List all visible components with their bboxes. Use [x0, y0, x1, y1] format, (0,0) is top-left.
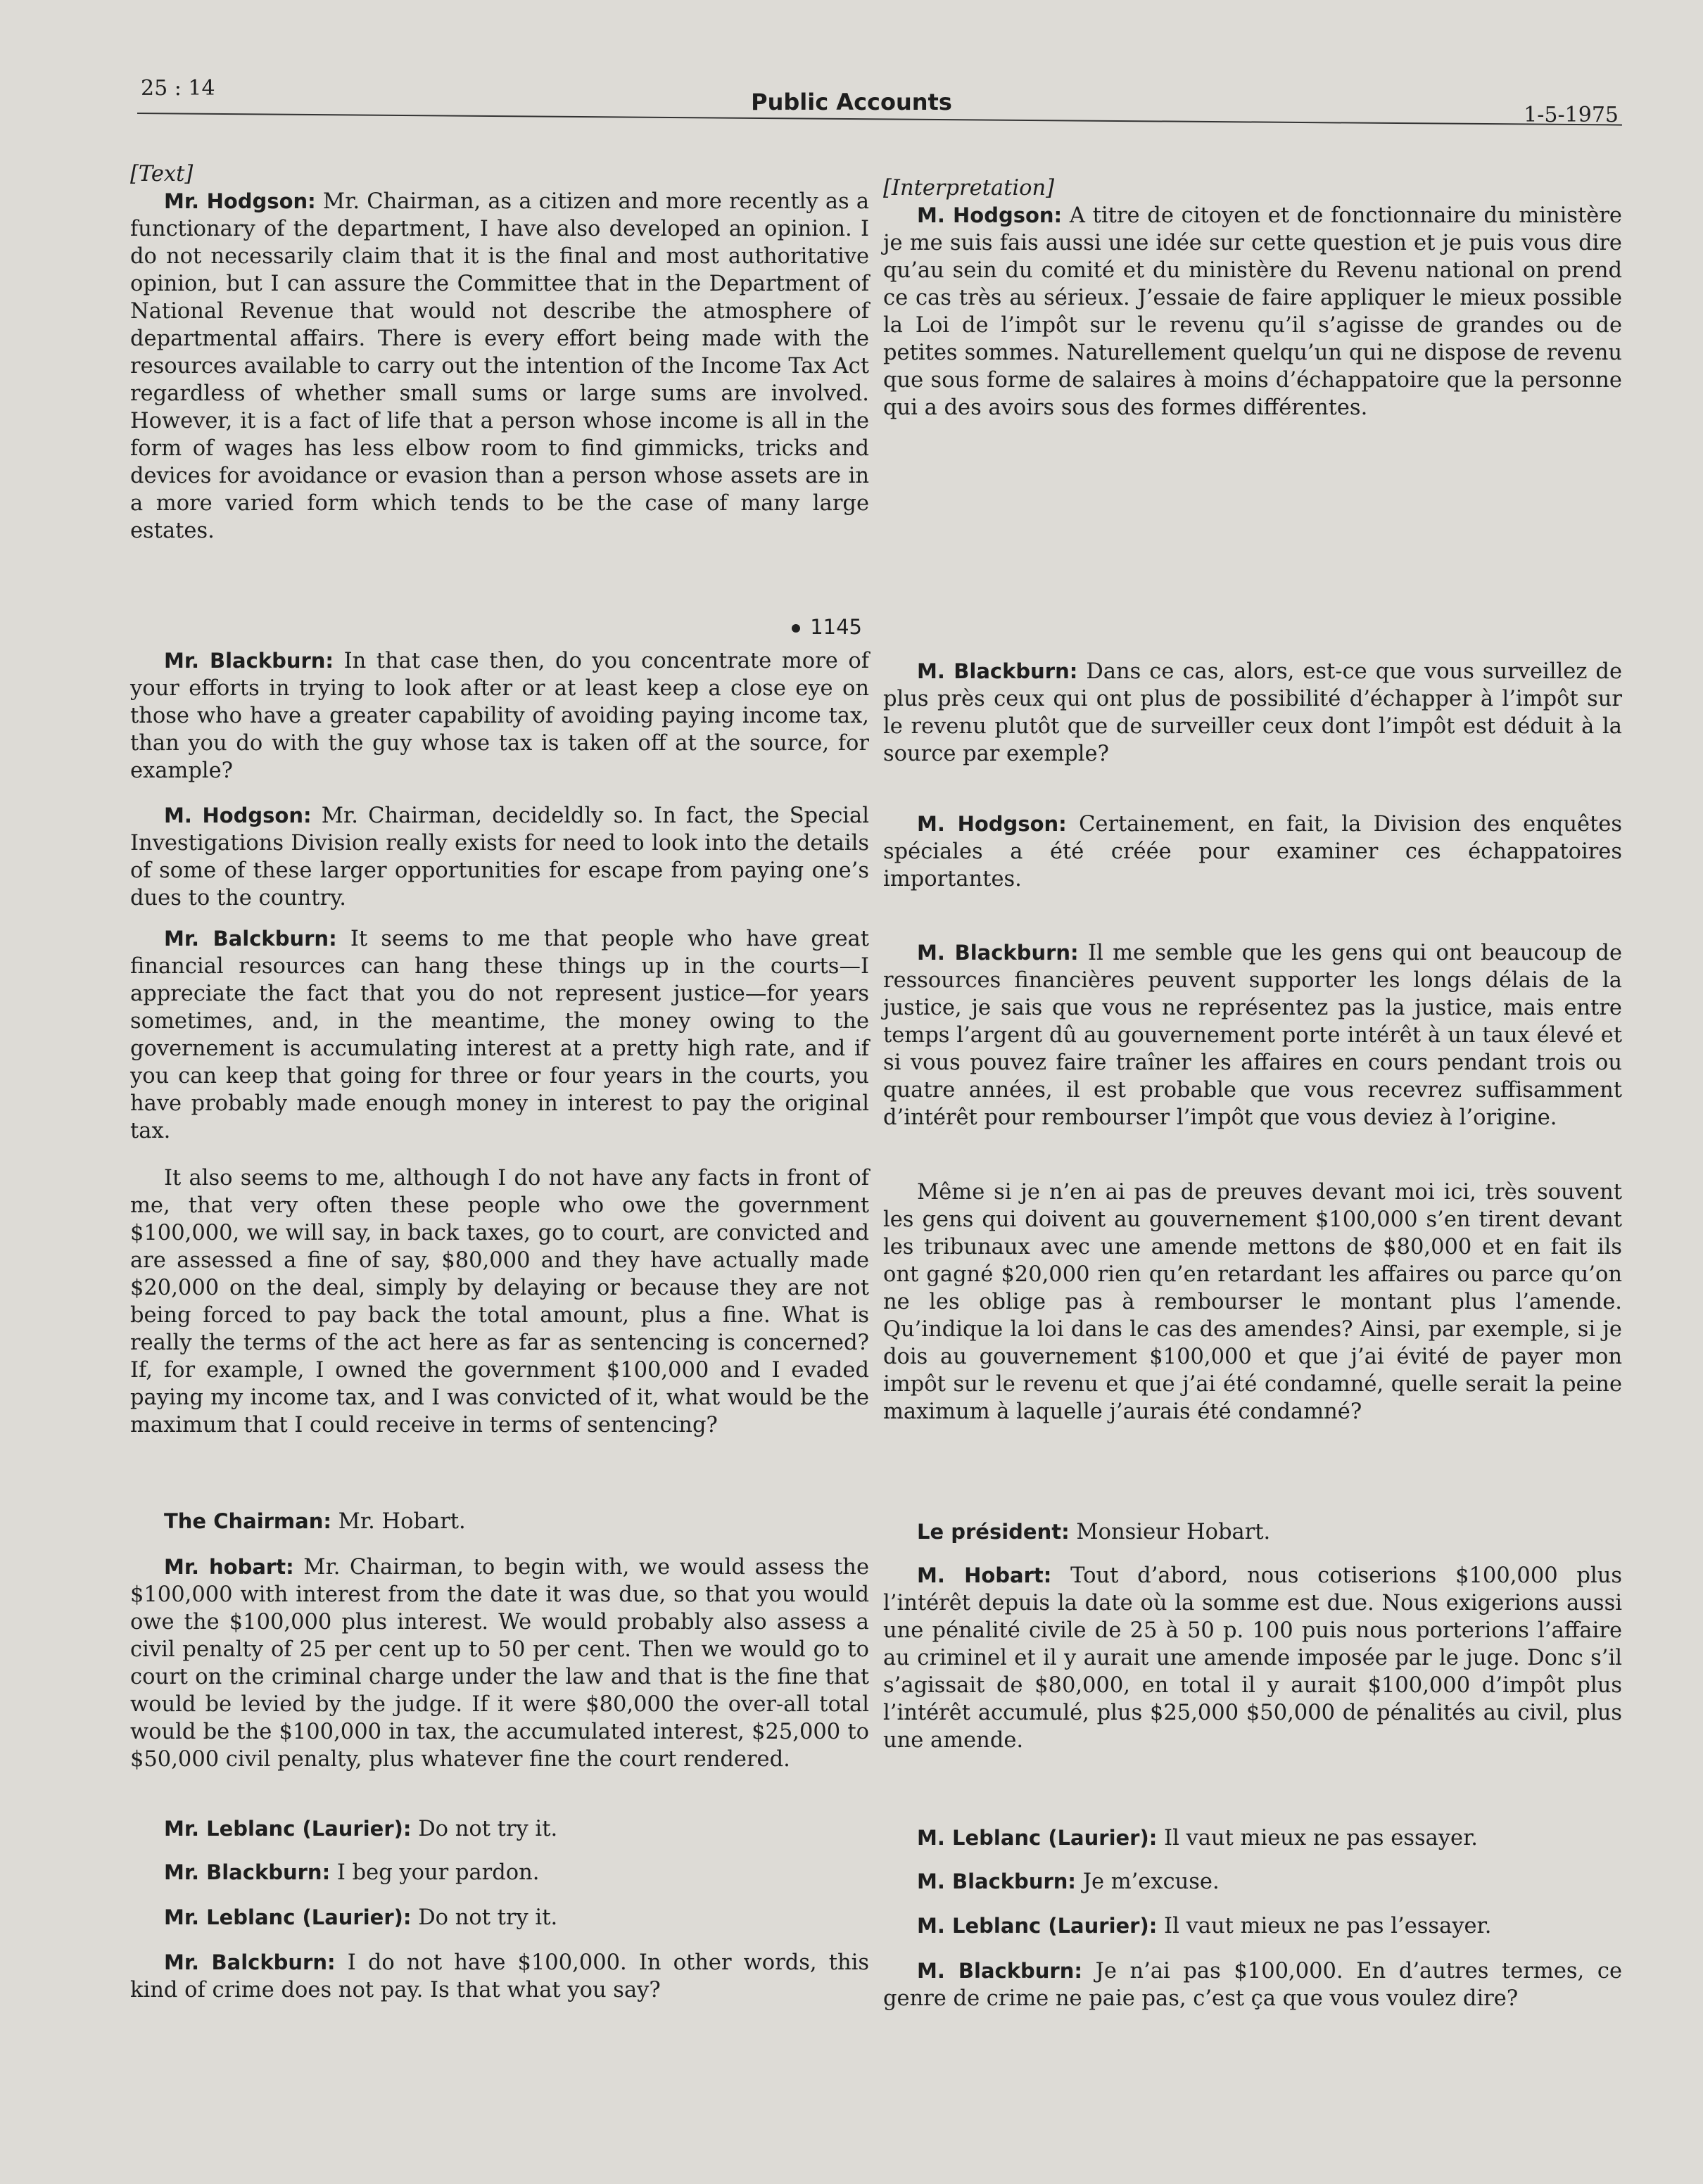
speaker-name: The Chairman: [164, 1509, 331, 1533]
english-paragraph [130, 925, 869, 1145]
french-block-2 [883, 658, 1622, 768]
english-paragraph [130, 1815, 869, 1843]
bullet-icon [792, 624, 800, 633]
speech-text: In that case then, do you concentrate more of your efforts in trying to look after or at least keep a close eye on those who have a greater capability of avoiding paying income tax, than you do with the guy whose tax is taken off at the source, for example? [130, 649, 869, 783]
speech-text: Dans ce cas, alors, est-ce que vous surveillez de plus près ceux qui ont plus de possibilité d’échapper à l’impôt sur le revenu plutôt que de surveiller ceux dont l’impôt est déduit à la source par exemple? [883, 659, 1622, 766]
time-stamp [130, 614, 869, 641]
speech-text: Do not try it. [418, 1905, 558, 1930]
french-block-4 [883, 939, 1622, 1131]
speaker-name: M. Leblanc (Laurier): [917, 1914, 1158, 1938]
speech-text: Tout d’abord, nous cotiserions $100,000 plus l’intérêt depuis la date où la somme est due. Nous exigerions aussi une pénalité civile de 25 à 50 p. 100 puis nous porterions l’affaire au criminel et il y aurait une amende imposée par le juge. Donc s’il s’agissait de $80,000, en total il y aurait $100,000 d’impôt plus l’intérêt accumulé, plus $25,000 $50,000 de pénalités au civil, plus une amende. [883, 1563, 1622, 1753]
english-paragraph [130, 1949, 869, 2004]
english-paragraph [130, 647, 869, 785]
time-stamp-value: 1145 [810, 615, 862, 639]
english-block-5 [130, 1164, 869, 1439]
french-block-6 [883, 1518, 1622, 1546]
page-number: 25 : 14 [141, 76, 215, 101]
english-tag: [Text] [130, 162, 194, 186]
speaker-name: Mr. Blackburn: [164, 649, 334, 673]
speech-text: I do not have $100,000. In other words, this kind of crime does not pay. Is that what you say? [130, 1950, 869, 2002]
publication-title: Public Accounts [751, 89, 952, 115]
speech-text: Il vaut mieux ne pas l’essayer. [1164, 1914, 1492, 1938]
french-block-3 [883, 811, 1622, 893]
speaker-name: Mr. Leblanc (Laurier): [164, 1817, 412, 1841]
french-block-8 [883, 1824, 1622, 1852]
english-paragraph [130, 1904, 869, 1931]
speaker-name: M. Blackburn: [917, 941, 1079, 965]
speech-text: Monsieur Hobart. [1076, 1520, 1271, 1544]
english-block-7 [130, 1554, 869, 1773]
french-paragraph [883, 1957, 1622, 2012]
speech-text: Do not try it. [418, 1817, 558, 1841]
speaker-name: Mr. Leblanc (Laurier): [164, 1905, 412, 1929]
french-paragraph [883, 939, 1622, 1131]
speech-text: It seems to me that people who have great financial resources can hang these things up in the courts—I appreciate the fact that you do not represent justice—for years sometimes, and, in the meantime, the money owing to the governement is accumulating interest at a pretty high rate, and if you can keep that going for three or four years in the courts, you have probably made enough money in interest to pay the original tax. [130, 927, 869, 1143]
speech-text: Il me semble que les gens qui ont beaucoup de ressources financières peuvent supporter les longs délais de la justice, je sais que vous ne représentez pas la justice, mais entre temps l’argent dû au gouvernement porte intérêt à un taux élevé et si vous pouvez faire traîner les affaires en cours pendant trois ou quatre années, il est probable que vous recevrez suffisamment d’intérêt pour rembourser l’impôt que vous deviez à l’origine. [883, 941, 1623, 1130]
french-paragraph [883, 1824, 1622, 1852]
french-block-9 [883, 1868, 1622, 1896]
time-stamp-block [130, 614, 869, 641]
french-block-7 [883, 1562, 1622, 1754]
english-block-1 [130, 160, 869, 545]
english-paragraph [130, 1508, 869, 1535]
french-paragraph [883, 1912, 1622, 1940]
speech-text: A titre de citoyen et de fonctionnaire du ministère je me suis fais aussi une idée sur cette question et je puis vous dire qu’au sein du comité et du ministère du Revenu national on prend ce cas très au sérieux. J’essaie de faire appliquer le mieux possible la Loi de l’impôt sur le revenu qu’il s’agisse de grandes ou de petites sommes. Naturellement quelqu’un qui ne dispose de revenu que sous forme de salaires à moins d’échappatoire que la personne qui a des avoirs sous des formes différentes. [883, 203, 1622, 420]
speaker-name: M. Leblanc (Laurier): [917, 1826, 1158, 1850]
speaker-name: Mr. Balckburn: [164, 1950, 336, 1974]
english-block-8 [130, 1815, 869, 1843]
french-paragraph [883, 1868, 1622, 1896]
english-block-2 [130, 647, 869, 785]
english-paragraph: It also seems to me, although I do not have any facts in front of me, that very often these people who owe the government $100,000, we will say, in back taxes, go to court, are convicted and are assessed a fine of say, $80,000 and they have actually made $20,000 on the deal, simply by delaying or because they are not being forced to pay back the total amount, plus a fine. What is really the terms of the act here as far as sentencing is concerned? If, for example, I owned the government $100,000 and I evaded paying my income tax, and I was convicted of it, what would be the maximum that I could receive in terms of sentencing? [130, 1166, 869, 1437]
french-block-1 [883, 174, 1622, 421]
english-block-10 [130, 1904, 869, 1931]
english-paragraph [130, 1859, 869, 1886]
english-block-6 [130, 1508, 869, 1535]
french-paragraph [883, 1518, 1622, 1546]
speaker-name: M. Hodgson: [917, 812, 1067, 836]
speaker-name: M. Hobart: [917, 1563, 1052, 1587]
english-block-11 [130, 1949, 869, 2004]
english-paragraph [130, 1554, 869, 1773]
speaker-name: Mr. Blackburn: [164, 1860, 331, 1884]
english-block-4 [130, 925, 869, 1145]
english-paragraph [130, 802, 869, 912]
english-block-9 [130, 1859, 869, 1886]
speaker-name: Mr. Balckburn: [164, 927, 337, 951]
speaker-name: M. Blackburn: [917, 659, 1078, 683]
speaker-name: M. Hodgson: [164, 804, 312, 827]
speech-text: Certainement, en fait, la Division des enquêtes spéciales a été créée pour examiner ces échappatoires importantes. [883, 812, 1622, 891]
french-paragraph [883, 658, 1622, 768]
speaker-name: M. Blackburn: [917, 1869, 1077, 1893]
speech-text: Mr. Chairman, to begin with, we would assess the $100,000 with interest from the date it was due, so that you would owe the $100,000 plus interest. We would probably also assess a civil penalty of 25 per cent up to 50 per cent. Then we would go to court on the criminal charge under the law and that is the fine that would be levied by the judge. If it were $80,000 the over-all total would be the $100,000 in tax, the accumulated interest, $25,000 to $50,000 civil penalty, plus whatever fine the court rendered. [130, 1555, 870, 1772]
french-block-5 [883, 1179, 1622, 1426]
french-paragraph [883, 202, 1622, 421]
speaker-name: M. Blackburn: [917, 1959, 1082, 1983]
speaker-name: Mr. Hodgson: [164, 189, 316, 213]
french-paragraph [883, 1562, 1622, 1754]
speaker-name: Mr. hobart: [164, 1555, 294, 1579]
french-paragraph [883, 811, 1622, 893]
speech-text: Je n’ai pas $100,000. En d’autres termes, ce genre de crime ne paie pas, c’est ça que vous voulez dire? [883, 1959, 1622, 2011]
speaker-name: M. Hodgson: [917, 203, 1063, 227]
speaker-name: Le président: [917, 1520, 1070, 1544]
issue-date: 1-5-1975 [1524, 103, 1619, 127]
speech-text: Je m’excuse. [1082, 1869, 1220, 1894]
english-block-3 [130, 802, 869, 912]
page-header [0, 0, 1703, 127]
french-paragraph: Même si je n’en ai pas de preuves devant moi ici, très souvent les gens qui doivent au gouvernement $100,000 s’en tirent devant les tribunaux avec une amende mettons de $80,000 et en fait ils ont gagné $20,000 rien qu’en retardant les affaires ou parce qu’on ne les oblige pas à rembourser le montant plus l’amende. Qu’indique la loi dans le cas des amendes? Ainsi, par exemple, si je dois au gouvernement $100,000 et que j’ai évité de payer mon impôt sur le revenu et que j’ai été condamné, quelle serait la peine maximum à laquelle j’aurais été condamné? [883, 1180, 1622, 1424]
speech-text: I beg your pardon. [336, 1860, 540, 1885]
speech-text: Mr. Hobart. [338, 1509, 466, 1534]
english-paragraph [130, 188, 869, 545]
speech-text: Il vaut mieux ne pas essayer. [1164, 1826, 1479, 1850]
french-block-11 [883, 1957, 1622, 2012]
french-tag: [Interpretation] [883, 176, 1054, 201]
french-block-10 [883, 1912, 1622, 1940]
speech-text: Mr. Chairman, as a citizen and more recently as a functionary of the department, I have also developed an opinion. I do not necessarily claim that it is the final and most authoritative opinion, but I can assure the Committee that in the Department of National Revenue that would not describe the atmosphere of departmental affairs. There is every effort being made with the resources available to carry out the intention of the Income Tax Act regardless of whether small sums or large sums are involved. However, it is a fact of life that a person whose income is all in the form of wages has less elbow room to find gimmicks, tricks and devices for avoidance or evasion than a person whose assets are in a more varied form which tends to be the case of many large estates. [130, 189, 870, 543]
speech-text: Mr. Chairman, decideldly so. In fact, the Special Investigations Division really exists for need to look into the details of some of these larger opportunities for escape from paying one’s dues to the country. [130, 804, 869, 910]
